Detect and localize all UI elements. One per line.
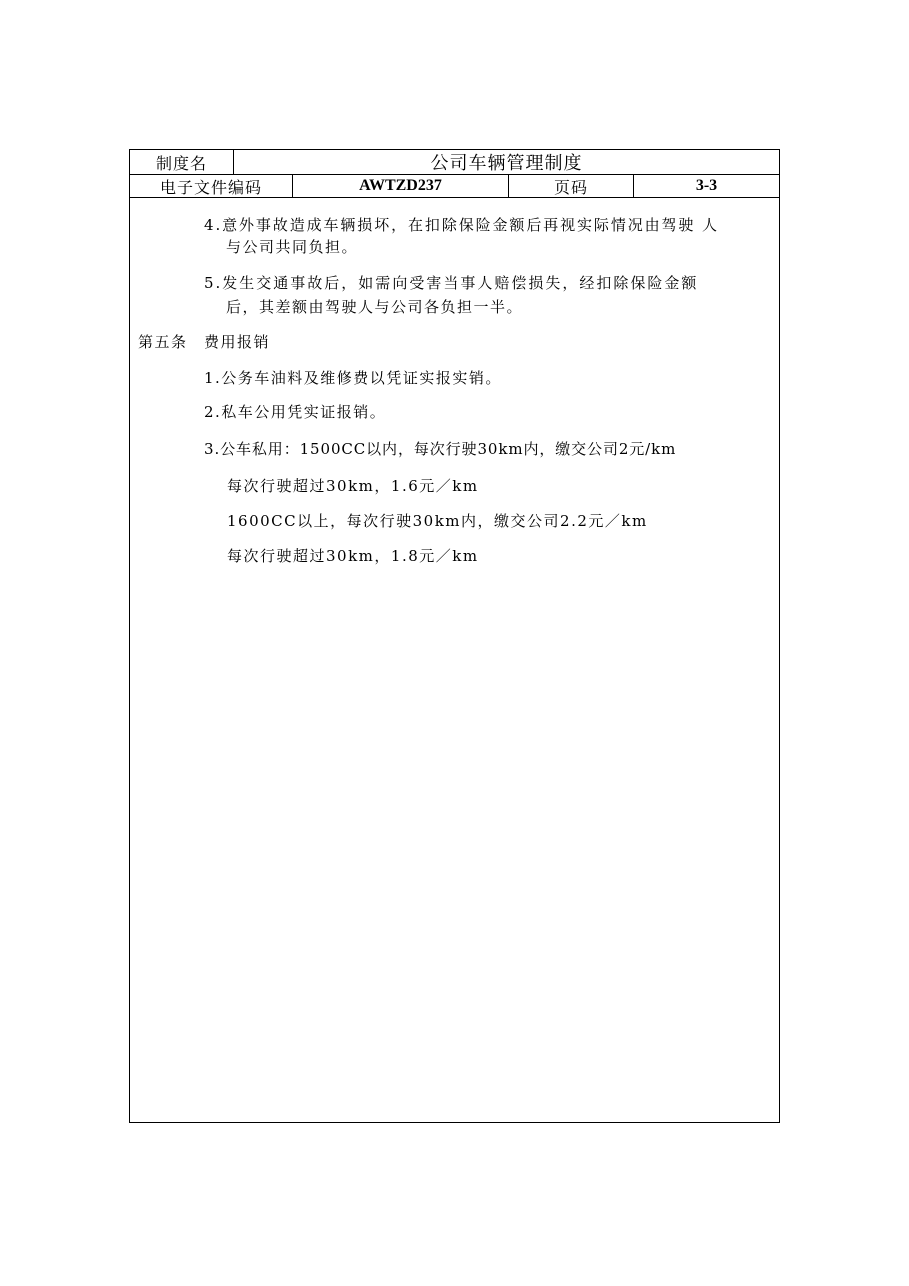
item5-line2: 后，其差额由驾驶人与公司各负担一半。 xyxy=(226,298,524,316)
rule3-line1: 3.公车私用：1500CC以内，每次行驶30km内，缴交公司2元/km xyxy=(204,440,677,458)
file-code-value: AWTZD237 xyxy=(293,175,509,197)
item4-line1: 4.意外事故造成车辆损坏，在扣除保险金额后再视实际情况由驾驶 人 xyxy=(204,216,719,234)
rule3-line2: 每次行驶超过30km，1.6元／km xyxy=(227,477,479,495)
item5-line1: 5.发生交通事故后，如需向受害当事人赔偿损失，经扣除保险金额 xyxy=(204,274,699,292)
item4-line2: 与公司共同负担。 xyxy=(226,238,359,256)
page-label: 页码 xyxy=(509,175,634,197)
system-name-label: 制度名 xyxy=(130,150,234,174)
rule3-line4: 每次行驶超过30km，1.8元／km xyxy=(227,547,479,565)
header-row-code xyxy=(130,175,779,198)
page-value: 3-3 xyxy=(695,177,718,194)
file-code-label: 电子文件编码 xyxy=(130,175,293,197)
rule3-line3: 1600CC以上，每次行驶30km内，缴交公司2.2元／km xyxy=(227,512,648,530)
document-frame xyxy=(129,149,780,1123)
article5-title: 第五条 费用报销 xyxy=(138,333,271,351)
system-name-value: 公司车辆管理制度 xyxy=(430,153,583,174)
rule2: 2.私车公用凭实证报销。 xyxy=(204,403,387,421)
header-row-title xyxy=(130,150,779,175)
rule1: 1.公务车油料及维修费以凭证实报实销。 xyxy=(204,369,502,387)
